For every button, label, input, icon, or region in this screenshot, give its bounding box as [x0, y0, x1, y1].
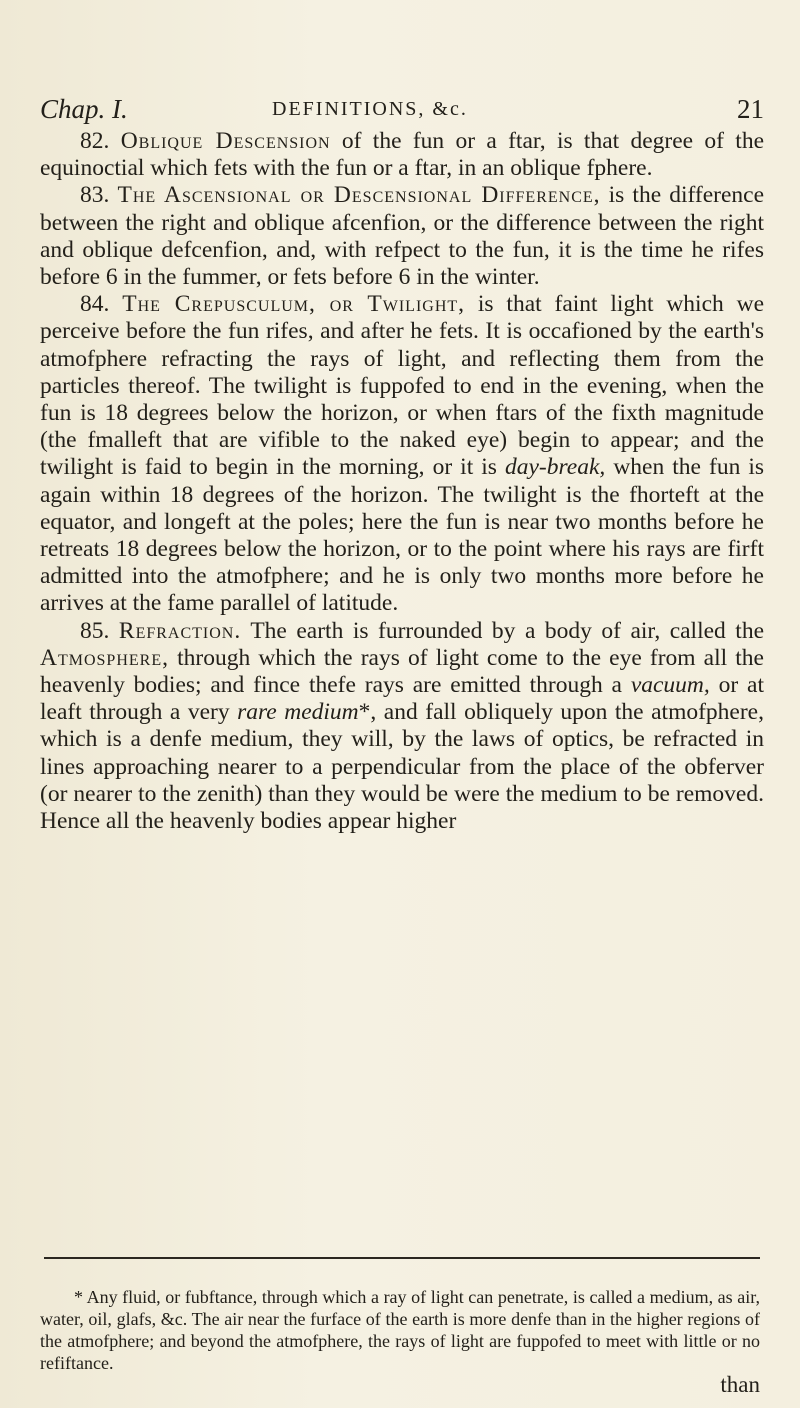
body-text	[40, 128, 764, 835]
paragraph-text: is the difference between the right and oblique afcenfion, or the difference between the right and oblique defcenfion, and, with refpect to the fun, it is the time he rifes before 6 in the fummer, or fets before 6 in the winter.	[40, 182, 765, 291]
paragraph-number: 84.	[80, 291, 110, 318]
footnote: * Any fluid, or fubftance, through which a ray of light can penetrate, is called a medium, as air, water, oil, glafs, &c. The air near the furface of the earth is more denfe than in the higher regions of the atmofphere; and beyond the atmofphere, the rays of light are fuppofed to meet with little or no refiftance.	[40, 1287, 760, 1373]
defined-term: The Crepusculum, or Twilight,	[122, 291, 466, 318]
emphasized-term: vacuum,	[630, 672, 710, 699]
running-header	[40, 94, 764, 124]
paragraph-number: 82.	[80, 128, 110, 154]
defined-term: Refraction.	[118, 617, 242, 644]
emphasized-term: day-break,	[505, 454, 606, 481]
paragraph-number: 85.	[80, 617, 110, 644]
paragraph-text: is that faint light which we perceive before the fun rifes, and after he fets. It is occafioned by the earth's atmofphere refracting the rays of light, and reflecting them from the particles thereof. The twilight is fuppofed to end in the evening, when the fun is 18 degrees below the horizon, or when ftars of the fixth magnitude (the fmalleft that are vifible to the naked eye) begin to appear; and the twilight is faid to begin in the morning, or it is	[40, 291, 765, 481]
defined-term: The Ascensional or Descensional Difference,	[117, 182, 601, 209]
paragraph-text: *, and fall obliquely upon the atmofphere, which is a denfe medium, they will, by the laws of optics, be refracted in lines approaching nearer to a perpendicular from the place of the obferver (or nearer to the zenith) than they would be were the medium to be removed. Hence all the heavenly bodies appear higher	[40, 699, 764, 835]
paragraph-84	[40, 291, 764, 617]
paragraph-82	[40, 128, 764, 182]
page-number: 21	[737, 94, 764, 124]
catchword: than	[720, 1372, 760, 1397]
paragraph-85	[40, 618, 764, 836]
paragraph-83	[40, 182, 764, 291]
paragraph-text: of the fun or a ftar, is that degree of the equinoctial which fets with the fun or a ftar, in an oblique fphere.	[40, 128, 764, 182]
emphasized-term: rare medium	[237, 699, 359, 726]
paragraph-text: through which the rays of light come to the eye from all the heavenly bodies; and fince thefe rays are emitted through a	[40, 644, 764, 699]
running-title: DEFINITIONS, &c.	[272, 98, 468, 120]
defined-term: Oblique Descension	[120, 128, 331, 154]
footnote-rule	[44, 1257, 760, 1259]
paragraph-text: The earth is furrounded by a body of air, called the	[250, 617, 765, 644]
paragraph-text: when the fun is again within 18 degrees of the horizon. The twilight is the fhorteft at the equator, and longeft at the poles; here the fun is near two months before he retreats 18 degrees below the horizon, or to the point where his rays are firft admitted into the atmofphere; and he is only two months more before he arrives at the fame parallel of latitude.	[40, 454, 765, 617]
chapter-label: Chap. I.	[40, 94, 128, 124]
paragraph-number: 83.	[80, 182, 110, 209]
defined-term: Atmosphere,	[40, 644, 169, 671]
paragraph-text: or at leaft through a very	[40, 672, 764, 726]
